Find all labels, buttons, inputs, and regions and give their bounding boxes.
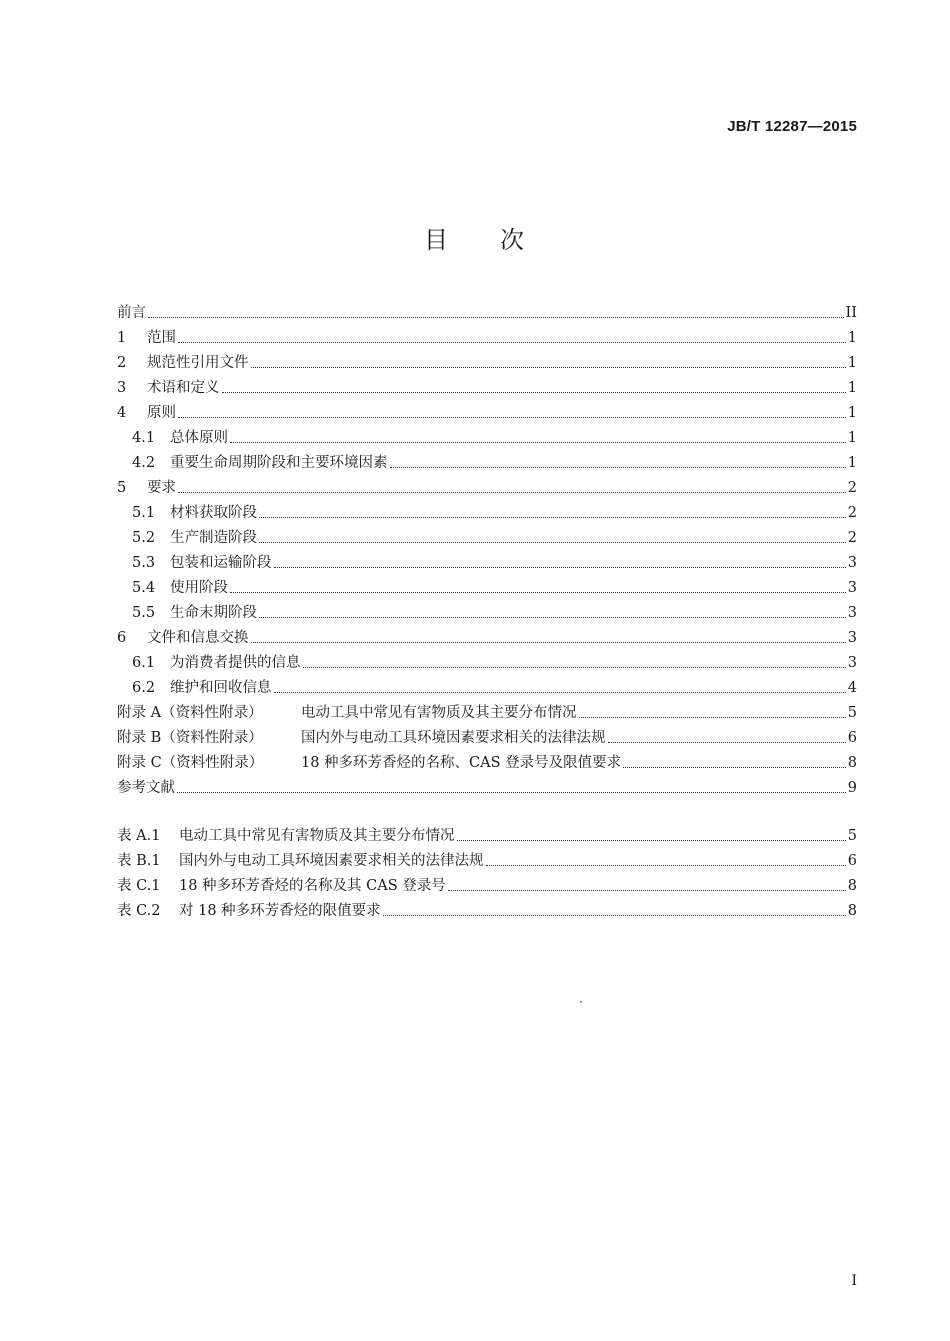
title-char-2: 次 <box>500 226 526 254</box>
toc-entry[interactable] <box>117 820 857 845</box>
toc-entry-label: 电动工具中常见有害物质及其主要分布情况 <box>301 705 577 721</box>
toc-entry-number: 5.1 <box>132 505 156 521</box>
title-char-1: 目 <box>424 226 450 254</box>
toc-entry[interactable] <box>117 297 857 322</box>
toc-entry-label: 国内外与电动工具环境因素要求相关的法律法规 <box>301 730 606 746</box>
toc-entry-number: 附录 B（资料性附录） <box>117 730 263 746</box>
toc-entry[interactable] <box>117 895 857 920</box>
dot-leader <box>222 391 846 393</box>
toc-entry-number: 5.2 <box>132 530 156 546</box>
toc-entry-number: 附录 A（资料性附录） <box>117 705 263 721</box>
toc-entry-number: 6.1 <box>132 655 156 671</box>
dot-leader <box>259 541 846 543</box>
dot-leader <box>457 839 846 841</box>
toc-entry[interactable] <box>117 497 857 522</box>
toc-entry[interactable] <box>117 647 857 672</box>
toc-entry[interactable] <box>117 372 857 397</box>
toc-entry-page: 9 <box>847 780 857 796</box>
page-number: I <box>851 1273 857 1289</box>
dot-leader <box>486 864 846 866</box>
toc-entry[interactable] <box>117 397 857 422</box>
toc-entry-page: 2 <box>847 505 857 521</box>
scan-speck <box>580 1001 582 1003</box>
toc-entry-number: 5.4 <box>132 580 156 596</box>
dot-leader <box>608 741 846 743</box>
dot-leader <box>148 316 844 318</box>
toc-entry-number: 3 <box>117 380 127 396</box>
toc-entry-label: 范围 <box>147 330 176 346</box>
toc-entry-label: 前言 <box>117 305 146 321</box>
toc-entry-label: 为消费者提供的信息 <box>170 655 301 671</box>
toc-entry-label: 生命末期阶段 <box>170 605 257 621</box>
toc-entry-page: 1 <box>847 355 857 371</box>
toc-entry-number: 1 <box>117 330 127 346</box>
toc-entry[interactable] <box>117 472 857 497</box>
toc-entry-number: 表 A.1 <box>117 828 161 844</box>
dot-leader <box>230 441 846 443</box>
toc-entry-label: 包装和运输阶段 <box>170 555 272 571</box>
toc-entry-number: 附录 C（资料性附录） <box>117 755 264 771</box>
dot-leader <box>383 914 846 916</box>
toc-entry-label: 参考文献 <box>117 780 175 796</box>
dot-leader <box>177 791 846 793</box>
toc-entry-page: 1 <box>847 430 857 446</box>
toc-entry-number: 5 <box>117 480 127 496</box>
dot-leader <box>178 341 846 343</box>
toc-entry[interactable] <box>117 347 857 372</box>
toc-entry[interactable] <box>117 447 857 472</box>
toc-entry-page: 3 <box>847 605 857 621</box>
toc-entry-label: 使用阶段 <box>170 580 228 596</box>
toc-entry-label: 要求 <box>147 480 176 496</box>
toc-entry-page: 8 <box>847 903 857 919</box>
toc-entry-label: 总体原则 <box>170 430 228 446</box>
toc-entry-label: 电动工具中常见有害物质及其主要分布情况 <box>179 828 455 844</box>
toc-entry-label: 对 18 种多环芳香烃的限值要求 <box>179 903 381 919</box>
toc-entry-number: 表 C.2 <box>117 903 161 919</box>
dot-leader <box>390 466 846 468</box>
page-title <box>0 220 950 255</box>
toc-entry-label: 原则 <box>147 405 176 421</box>
toc-entry-label: 规范性引用文件 <box>147 355 249 371</box>
toc-entry-page: 6 <box>847 853 857 869</box>
dot-leader <box>259 516 846 518</box>
document-number: JB/T 12287—2015 <box>727 118 857 135</box>
toc-entry-page: 3 <box>847 630 857 646</box>
dot-leader <box>274 566 846 568</box>
toc-entry[interactable] <box>117 572 857 597</box>
toc-entry-page: 5 <box>847 705 857 721</box>
toc-entry-page: 8 <box>847 878 857 894</box>
toc-entry-page: 3 <box>847 655 857 671</box>
toc-entry-page: 1 <box>847 405 857 421</box>
toc-entry-page: 1 <box>847 330 857 346</box>
dot-leader <box>230 591 846 593</box>
toc-entry-label: 文件和信息交换 <box>147 630 249 646</box>
toc-entry-number: 5.5 <box>132 605 156 621</box>
toc-entry-label: 重要生命周期阶段和主要环境因素 <box>170 455 388 471</box>
toc-entry[interactable] <box>117 747 857 772</box>
toc-entry-number: 5.3 <box>132 555 156 571</box>
dot-leader <box>623 766 846 768</box>
toc-entry-page: 5 <box>847 828 857 844</box>
toc-entry[interactable] <box>117 697 857 722</box>
toc-entry-page: 3 <box>847 555 857 571</box>
toc-entry-number: 表 B.1 <box>117 853 161 869</box>
dot-leader <box>259 616 846 618</box>
toc-entry-number: 2 <box>117 355 127 371</box>
toc-entry-label: 18 种多环芳香烃的名称、CAS 登录号及限值要求 <box>301 755 622 771</box>
toc-entry-number: 6.2 <box>132 680 156 696</box>
toc-entry-page: 4 <box>847 680 857 696</box>
list-of-tables <box>117 820 857 920</box>
toc-entry[interactable] <box>117 672 857 697</box>
toc-entry[interactable] <box>117 522 857 547</box>
dot-leader <box>251 641 846 643</box>
toc-entry-label: 生产制造阶段 <box>170 530 257 546</box>
toc-entry-label: 材料获取阶段 <box>170 505 257 521</box>
toc-entry-number: 6 <box>117 630 127 646</box>
toc-entry[interactable] <box>117 422 857 447</box>
toc-entry[interactable] <box>117 870 857 895</box>
toc-entry-page: 8 <box>847 755 857 771</box>
dot-leader <box>178 491 846 493</box>
table-of-contents <box>117 297 857 797</box>
toc-entry[interactable] <box>117 597 857 622</box>
toc-entry-page: 3 <box>847 580 857 596</box>
toc-entry-label: 国内外与电动工具环境因素要求相关的法律法规 <box>179 853 484 869</box>
toc-entry[interactable] <box>117 622 857 647</box>
toc-entry-page: 6 <box>847 730 857 746</box>
toc-entry-number: 4.1 <box>132 430 156 446</box>
toc-entry[interactable] <box>117 322 857 347</box>
toc-entry-number: 4.2 <box>132 455 156 471</box>
dot-leader <box>251 366 846 368</box>
toc-entry-number: 4 <box>117 405 127 421</box>
toc-entry-page: 2 <box>847 480 857 496</box>
toc-entry[interactable] <box>117 722 857 747</box>
toc-entry-label: 18 种多环芳香烃的名称及其 CAS 登录号 <box>179 878 446 894</box>
toc-entry-page: 2 <box>847 530 857 546</box>
dot-leader <box>178 416 846 418</box>
toc-entry-label: 术语和定义 <box>147 380 220 396</box>
dot-leader <box>579 716 846 718</box>
dot-leader <box>303 666 846 668</box>
toc-entry[interactable] <box>117 772 857 797</box>
toc-entry-label: 维护和回收信息 <box>170 680 272 696</box>
toc-entry-number: 表 C.1 <box>117 878 161 894</box>
toc-entry[interactable] <box>117 547 857 572</box>
toc-entry-page: II <box>845 305 857 321</box>
toc-entry[interactable] <box>117 845 857 870</box>
dot-leader <box>274 691 846 693</box>
dot-leader <box>448 889 846 891</box>
toc-entry-page: 1 <box>847 380 857 396</box>
toc-entry-page: 1 <box>847 455 857 471</box>
